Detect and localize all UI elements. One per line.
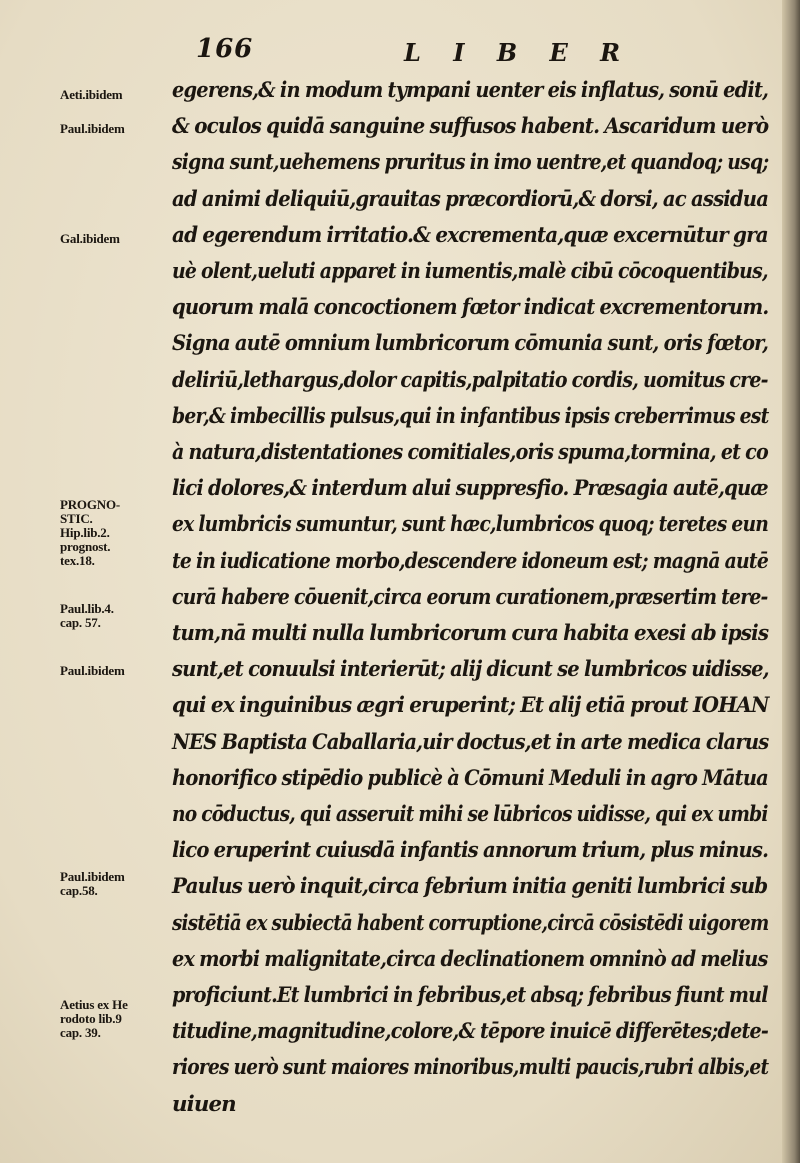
- margin-note: PROGNO- STIC. Hip.lib.2. prognost. tex.18.: [60, 497, 120, 568]
- text-line: egerens,& in modum tympani uenter eis inflatus, sonū edit,: [172, 78, 769, 103]
- text-line: & oculos quidā sanguine suffusos habent. Ascaridum uerò: [172, 114, 769, 140]
- text-line: ber,& imbecillis pulsus,qui in infantibus ipsis creberrimus est: [172, 403, 769, 429]
- text-line: ad animi deliquiū,grauitas præcordiorū,& dorsi, ac assidua: [172, 186, 769, 212]
- text-line: quorum malā concoctionem fœtor indicat excrementorum.: [172, 295, 769, 321]
- margin-note: Aetius ex He rodoto lib.9 cap. 39.: [60, 997, 128, 1040]
- text-line: riores uerò sunt maiores minoribus,multi paucis,rubri albis,et: [172, 1055, 769, 1081]
- running-title: L I B E R: [404, 38, 633, 67]
- text-line: Signa autē omnium lumbricorum cōmunia sunt, oris fœtor,: [172, 331, 769, 357]
- margin-note: Paul.ibidem cap.58.: [60, 869, 125, 898]
- text-line: uè olent,ueluti apparet in iumentis,malè cibū cōcoquentibus,: [172, 259, 768, 284]
- text-line: lici dolores,& interdum alui suppresfio. Præsagia autē,quæ: [172, 476, 768, 502]
- text-line: ex morbi malignitate,circa declinationem omninò ad melius: [172, 946, 768, 972]
- text-line: signa sunt,uehemens pruritus in imo uentre,et quandoq; usq;: [172, 150, 769, 176]
- text-line: uiuen: [172, 1091, 236, 1117]
- text-line: lico eruperint cuiusdā infantis annorum trium, plus minus.: [172, 838, 769, 864]
- margin-note: Paul.lib.4. cap. 57.: [60, 601, 114, 630]
- margin-note: Paul.ibidem: [60, 121, 125, 136]
- margin-note: Paul.ibidem: [60, 663, 125, 678]
- text-line: ex lumbricis sumuntur, sunt hæc,lumbricos quoq; teretes eun: [172, 512, 769, 538]
- text-line: ad egerendum irritatio.& excrementa,quæ excernūtur gra: [172, 222, 768, 248]
- margin-note: Aeti.ibidem: [60, 87, 123, 102]
- main-text-block: [172, 74, 772, 1134]
- margin-note: Gal.ibidem: [60, 231, 120, 246]
- text-line: honorifico stipēdio publicè à Cōmuni Meduli in agro Mātua: [172, 765, 768, 791]
- page-number: 166: [196, 34, 254, 64]
- text-line: NES Baptista Caballaria,uir doctus,et in arte medica clarus: [172, 729, 769, 755]
- text-line: deliriū,lethargus,dolor capitis,palpitatio cordis, uomitus cre-: [172, 367, 768, 393]
- text-line: no cōductus, qui asseruit mihi se lūbricos uidisse, qui ex umbi: [172, 802, 768, 827]
- text-line: Paulus uerò inquit,circa febrium initia geniti lumbrici sub: [172, 874, 768, 900]
- text-line: qui ex inguinibus ægri eruperint; Et alij etiā prout IOHAN: [172, 693, 769, 719]
- text-line: sistētiā ex subiectā habent corruptione,circā cōsistēdi uigorem: [172, 910, 769, 936]
- text-line: curā habere cōuenit,circa eorum curationem,præsertim tere-: [172, 584, 768, 610]
- text-line: te in iudicatione morbo,descendere idoneum est; magnā autē: [172, 548, 768, 574]
- text-line: titudine,magnitudine,colore,& tēpore inuicē differētes;dete-: [172, 1019, 769, 1045]
- page-header: [0, 30, 800, 70]
- margin-notes: [60, 78, 190, 1078]
- text-line: tum,nā multi nulla lumbricorum cura habita exesi ab ipsis: [172, 621, 769, 646]
- binding-edge: [782, 0, 800, 1163]
- text-line: proficiunt.Et lumbrici in febribus,et absq; febribus fiunt mul: [172, 983, 768, 1008]
- text-line: à natura,distentationes comitiales,oris spuma,tormina, et co: [172, 440, 768, 465]
- text-line: sunt,et conuulsi interierūt; alij dicunt se lumbricos uidisse,: [172, 657, 769, 683]
